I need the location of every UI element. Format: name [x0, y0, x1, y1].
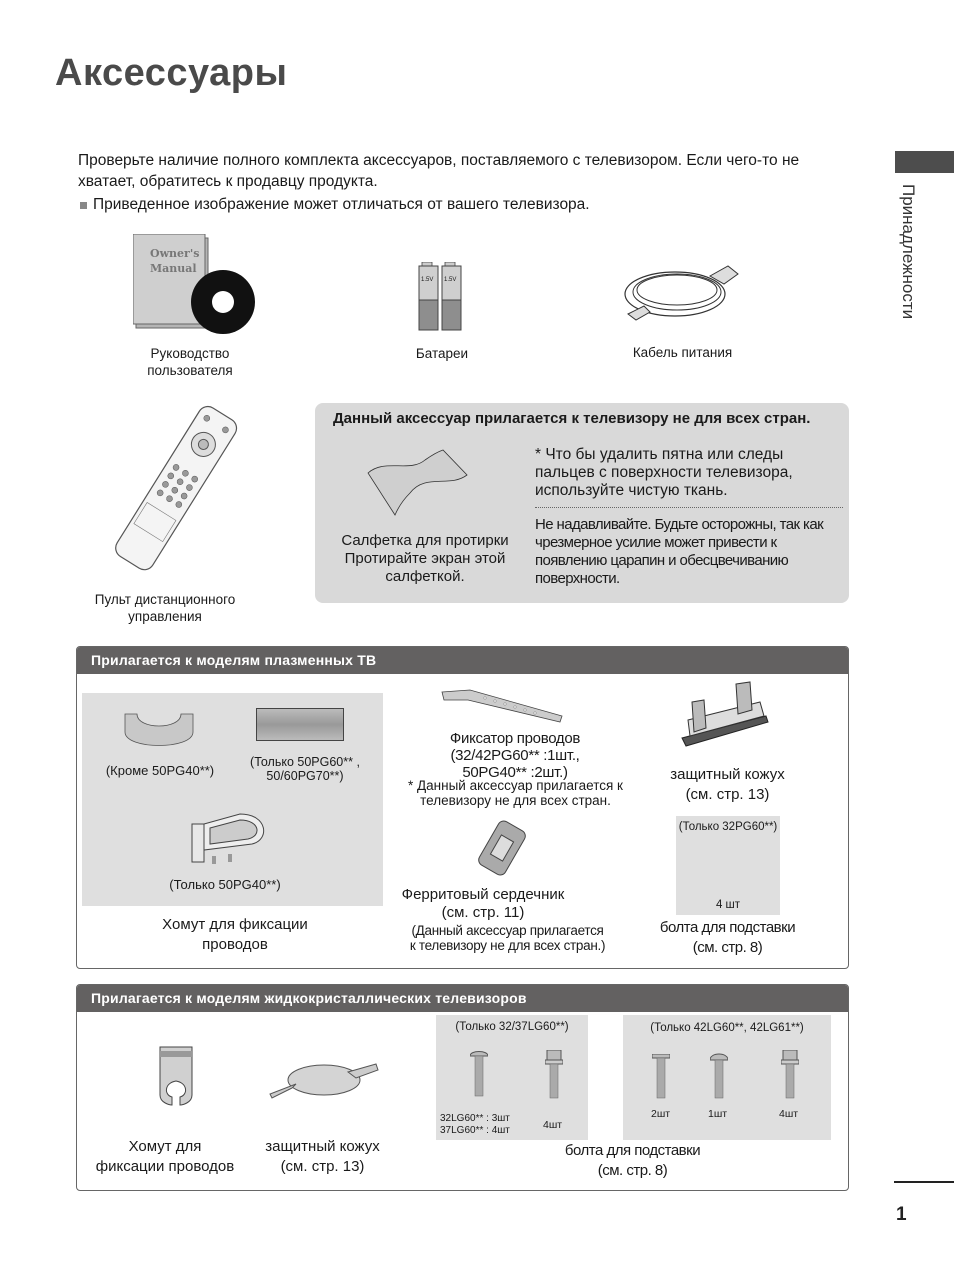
lcd-stand-cover-icon [268, 1058, 380, 1103]
cable-holder-caption: Фиксатор проводов (32/42PG60** :1шт., 50PG40** :2шт.) [449, 730, 581, 781]
power-cable-icon [620, 262, 740, 322]
dotted-divider [535, 507, 843, 508]
lcd-bolts-group-2-count: 1шт [708, 1108, 728, 1120]
lcd-section-header: Прилагается к моделям жидкокристаллических телевизоров [77, 985, 848, 1012]
cleaning-cloth-icon [365, 448, 475, 518]
cable-holder-note: * Данный аксессуар прилагается к телевизору не для всех стран. [408, 778, 623, 808]
plasma-section-header: Прилагается к моделям плазменных ТВ [77, 647, 848, 674]
owners-manual-cd-icon [133, 234, 258, 334]
remote-control-icon [95, 400, 255, 575]
u-clamp-icon [123, 712, 195, 750]
clamp-variant-3-label: (Только 50PG40**) [169, 877, 281, 892]
cable-tie-icon [440, 686, 565, 726]
section-tab-marker [895, 151, 954, 173]
stand-cover-icon [680, 680, 770, 750]
batteries-caption: Батареи [415, 346, 469, 361]
cleaning-cloth-caption: Салфетка для протирки Протирайте экран этой салфеткой. [341, 532, 509, 585]
square-bullet-icon [80, 202, 87, 209]
cleaning-warning: Не надавливайте. Будьте осторожны, так как чрезмерное усилие может привести к появлению царапин и обесцвечиванию поверхности. [535, 516, 824, 587]
image-note-text: Приведенное изображение может отличаться от вашего телевизора. [93, 196, 590, 213]
screw-flat-icon [652, 1054, 670, 1100]
screw-pan-icon [710, 1052, 728, 1100]
manual-caption: Руководство пользователя [147, 346, 233, 378]
manual-book-text-2: Manual [150, 262, 197, 275]
screw-washer-icon [545, 1050, 563, 1100]
ferrite-core-caption: Ферритовый сердечник (см. стр. 11) [401, 886, 565, 921]
screw-washer-icon [781, 1050, 799, 1100]
battery-label: 1.5V [444, 277, 457, 283]
manual-book-text-1: Owner's [150, 247, 200, 260]
cleaning-tip: * Что бы удалить пятна или следы пальцев с поверхности телевизора, используйте чистую ткань. [535, 446, 793, 499]
flat-clamp-icon [256, 708, 344, 741]
lcd-bolts-group-2-count: 2шт [651, 1108, 671, 1120]
optional-accessory-heading: Данный аксессуар прилагается к телевизору не для всех стран. [333, 410, 811, 427]
batteries-icon [418, 262, 466, 332]
stand-bolts-count: 4 шт [715, 899, 741, 911]
section-side-label: Принадлежности [899, 184, 918, 320]
lcd-bolts-group-1-count-b: 4шт [543, 1119, 563, 1131]
lcd-bolts-group-2-count: 4шт [779, 1108, 799, 1120]
ferrite-core-icon [475, 817, 530, 879]
lcd-cable-clamp-caption: Хомут для фиксации проводов [95, 1138, 235, 1175]
lcd-bolts-group-1-title: (Только 32/37LG60**) [455, 1021, 569, 1033]
lcd-bolts-group-2-title: (Только 42LG60**, 42LG61**) [650, 1022, 804, 1034]
page-number: 1 [896, 1204, 907, 1225]
remote-caption: Пульт дистанционного управления [94, 592, 236, 624]
lcd-bolts-group-1-count-a: 32LG60** : 3шт 37LG60** : 4шт [440, 1113, 510, 1136]
screw-icon [470, 1050, 488, 1098]
stand-cover-caption: защитный кожух (см. стр. 13) [670, 766, 785, 803]
lcd-stand-cover-caption: защитный кожух (см. стр. 13) [265, 1138, 380, 1175]
image-note [80, 196, 590, 214]
lcd-cable-clamp-icon [158, 1045, 194, 1107]
clamp-variant-1-label: (Кроме 50PG40**) [105, 763, 215, 778]
cable-clamp-caption: Хомут для фиксации проводов [162, 916, 308, 953]
stand-bolts-model: (Только 32PG60**) [678, 821, 778, 833]
ferrite-core-note: (Данный аксессуар прилагается к телевизору не для всех стран.) [409, 923, 606, 953]
power-cable-caption: Кабель питания [632, 345, 733, 360]
footer-rule [894, 1181, 954, 1183]
lcd-stand-bolts-caption: болта для подставки (см. стр. 8) [564, 1142, 701, 1179]
clamp-variant-2-label: (Только 50PG60** , 50/60PG70**) [250, 755, 360, 783]
page-title: Аксессуары [55, 52, 288, 94]
bracket-clamp-icon [190, 812, 270, 867]
stand-bolts-caption: болта для подставки (см. стр. 8) [659, 919, 796, 956]
intro-text: Проверьте наличие полного комплекта аксессуаров, поставляемого с телевизором. Если чего-то не хватает, обратитесь к продавцу продукта. [78, 152, 800, 190]
battery-label: 1.5V [421, 277, 434, 283]
